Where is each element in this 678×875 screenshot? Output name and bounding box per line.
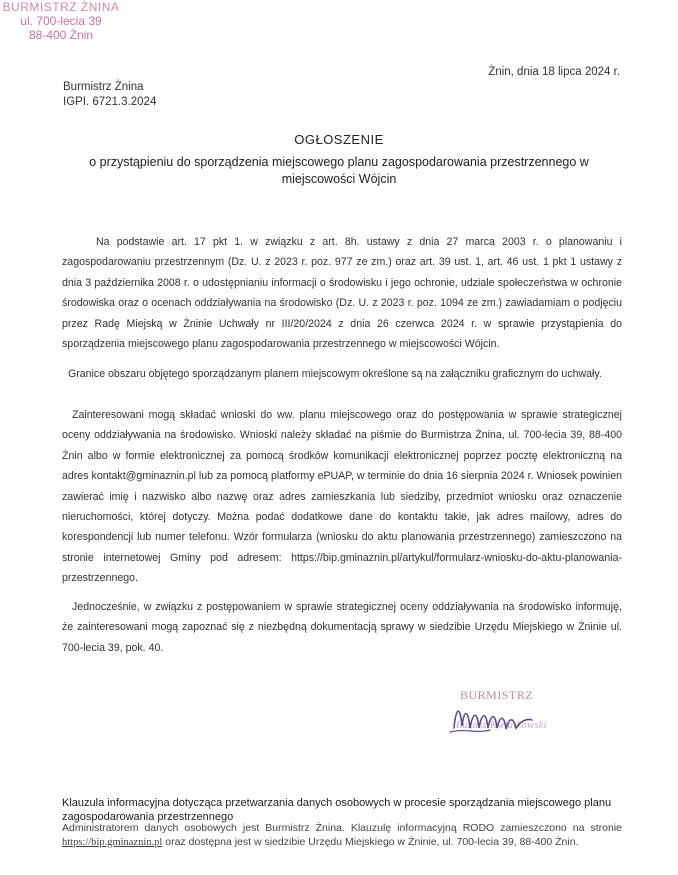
stamp-postal: 88-400 Żnin [28, 28, 94, 42]
paragraph-legal-basis: Na podstawie art. 17 pkt 1. w związku z art. 8h. ustawy z dnia 27 marca 2003 r. o planowaniu i zagospodarowaniu przestrzennym (Dz. U. z 2023 r. poz. 977 ze zm.) oraz art. 39 ust. 1, art. 46 ust. 1 pkt 1 ustawy z dnia 3 października 2008 r. o udostępnianiu informacji o środowisku i jego ochronie, udziale społeczeństwa w ochronie środowiska oraz o ocenach oddziaływania na środowisko (Dz. U. z 2023 r. poz. 1094 ze zm.) zawiadamiam o podjęciu przez Radę Miejską w Żninie Uchwały nr III/20/2024 z dnia 26 czerwca 2024 r. w sprawie przystąpienia do sporządzenia miejscowego planu zagospodarowania przestrzennego w miejscowości Wójcin. [62, 236, 622, 351]
announcement-title: OGŁOSZENIE [294, 132, 384, 147]
privacy-clause-text [62, 822, 622, 849]
handwritten-signature [446, 698, 556, 738]
clause-text-after: oraz dostępna jest w siedzibie Urzędu Miejskiego w Żninie, ul. 700-lecia 39, 88-400 Żnin. [162, 835, 579, 848]
reference-number: IGPI. 6721.3.2024 [63, 96, 157, 108]
announcement-subtitle: o przystąpieniu do sporządzenia miejscowego planu zagospodarowania przestrzennego w miejscowości Wójcin [89, 155, 589, 186]
signature-title: BURMISTRZ [460, 688, 534, 702]
clause-text-before: Administratorem danych osobowych jest Burmistrz Żnina. Klauzulę informacyjną RODO zamieszczono na stronie [62, 822, 622, 834]
signature-stamp [446, 684, 596, 744]
office-stamp [2, 0, 120, 42]
signature-name: Łukasz Kwiatkowski [456, 720, 547, 731]
paragraph-documentation: Jednocześnie, w związku z postępowaniem w sprawie strategicznej oceny oddziaływania na środowisko informuję, że zainteresowani mogą zapoznać się z niezbędną dokumentacją sprawy w siedzibie Urzędu Miejskiego w Żninie ul. 700-lecia 39, pok. 40. [62, 601, 622, 654]
privacy-clause-title: Klauzula informacyjna dotycząca przetwarzania danych osobowych w procesie sporządzania miejscowego planu zagospodarowania przestrzennego [62, 797, 612, 823]
sender-block [63, 80, 156, 110]
paragraph-boundaries: Granice obszaru objętego sporządzanym planem miejscowym określone są na załączniku graficznym do uchwały. [68, 368, 602, 380]
bip-link[interactable]: https://bip.gminaznin.pl [62, 836, 163, 848]
document-date: Żnin, dnia 18 lipca 2024 r. [488, 66, 620, 78]
paragraph-applications: Zainteresowani mogą składać wnioski do ww. planu miejscowego oraz do postępowania w sprawie strategicznej oceny oddziaływania na środowisko. Wnioski należy składać na piśmie do Burmistrza Żnina, ul. 700-lecia 39, 88-400 Żnin albo w formie elektronicznej za pomocą środków komunikacji elektronicznej poprzez pocztę elektroniczną na adres kontakt@gminaznin.pl lub za pomocą platformy ePUAP, w terminie do dnia 16 sierpnia 2024 r. Wniosek powinien zawierać imię i nazwisko albo nazwę oraz adres zamieszkania lub siedziby, przedmiot wniosku oraz oznaczenie nieruchomości, której dotyczy. Można podać dodatkowe dane do kontaktu takie, jak adres mailowy, adres do korespondencji lub numer telefonu. Wzór formularza (wniosku do aktu planowania przestrzennego) zamieszczono na stronie internetowej Gminy pod adresem: https://bip.gminaznin.pl/artykul/formularz-wniosku-do-aktu-planowania-przestrzennego. [62, 409, 622, 585]
sender-name: Burmistrz Żnina [63, 81, 144, 93]
stamp-street: ul. 700-lecia 39 [20, 14, 102, 28]
stamp-title: BURMISTRZ ŻNINA [2, 0, 120, 14]
